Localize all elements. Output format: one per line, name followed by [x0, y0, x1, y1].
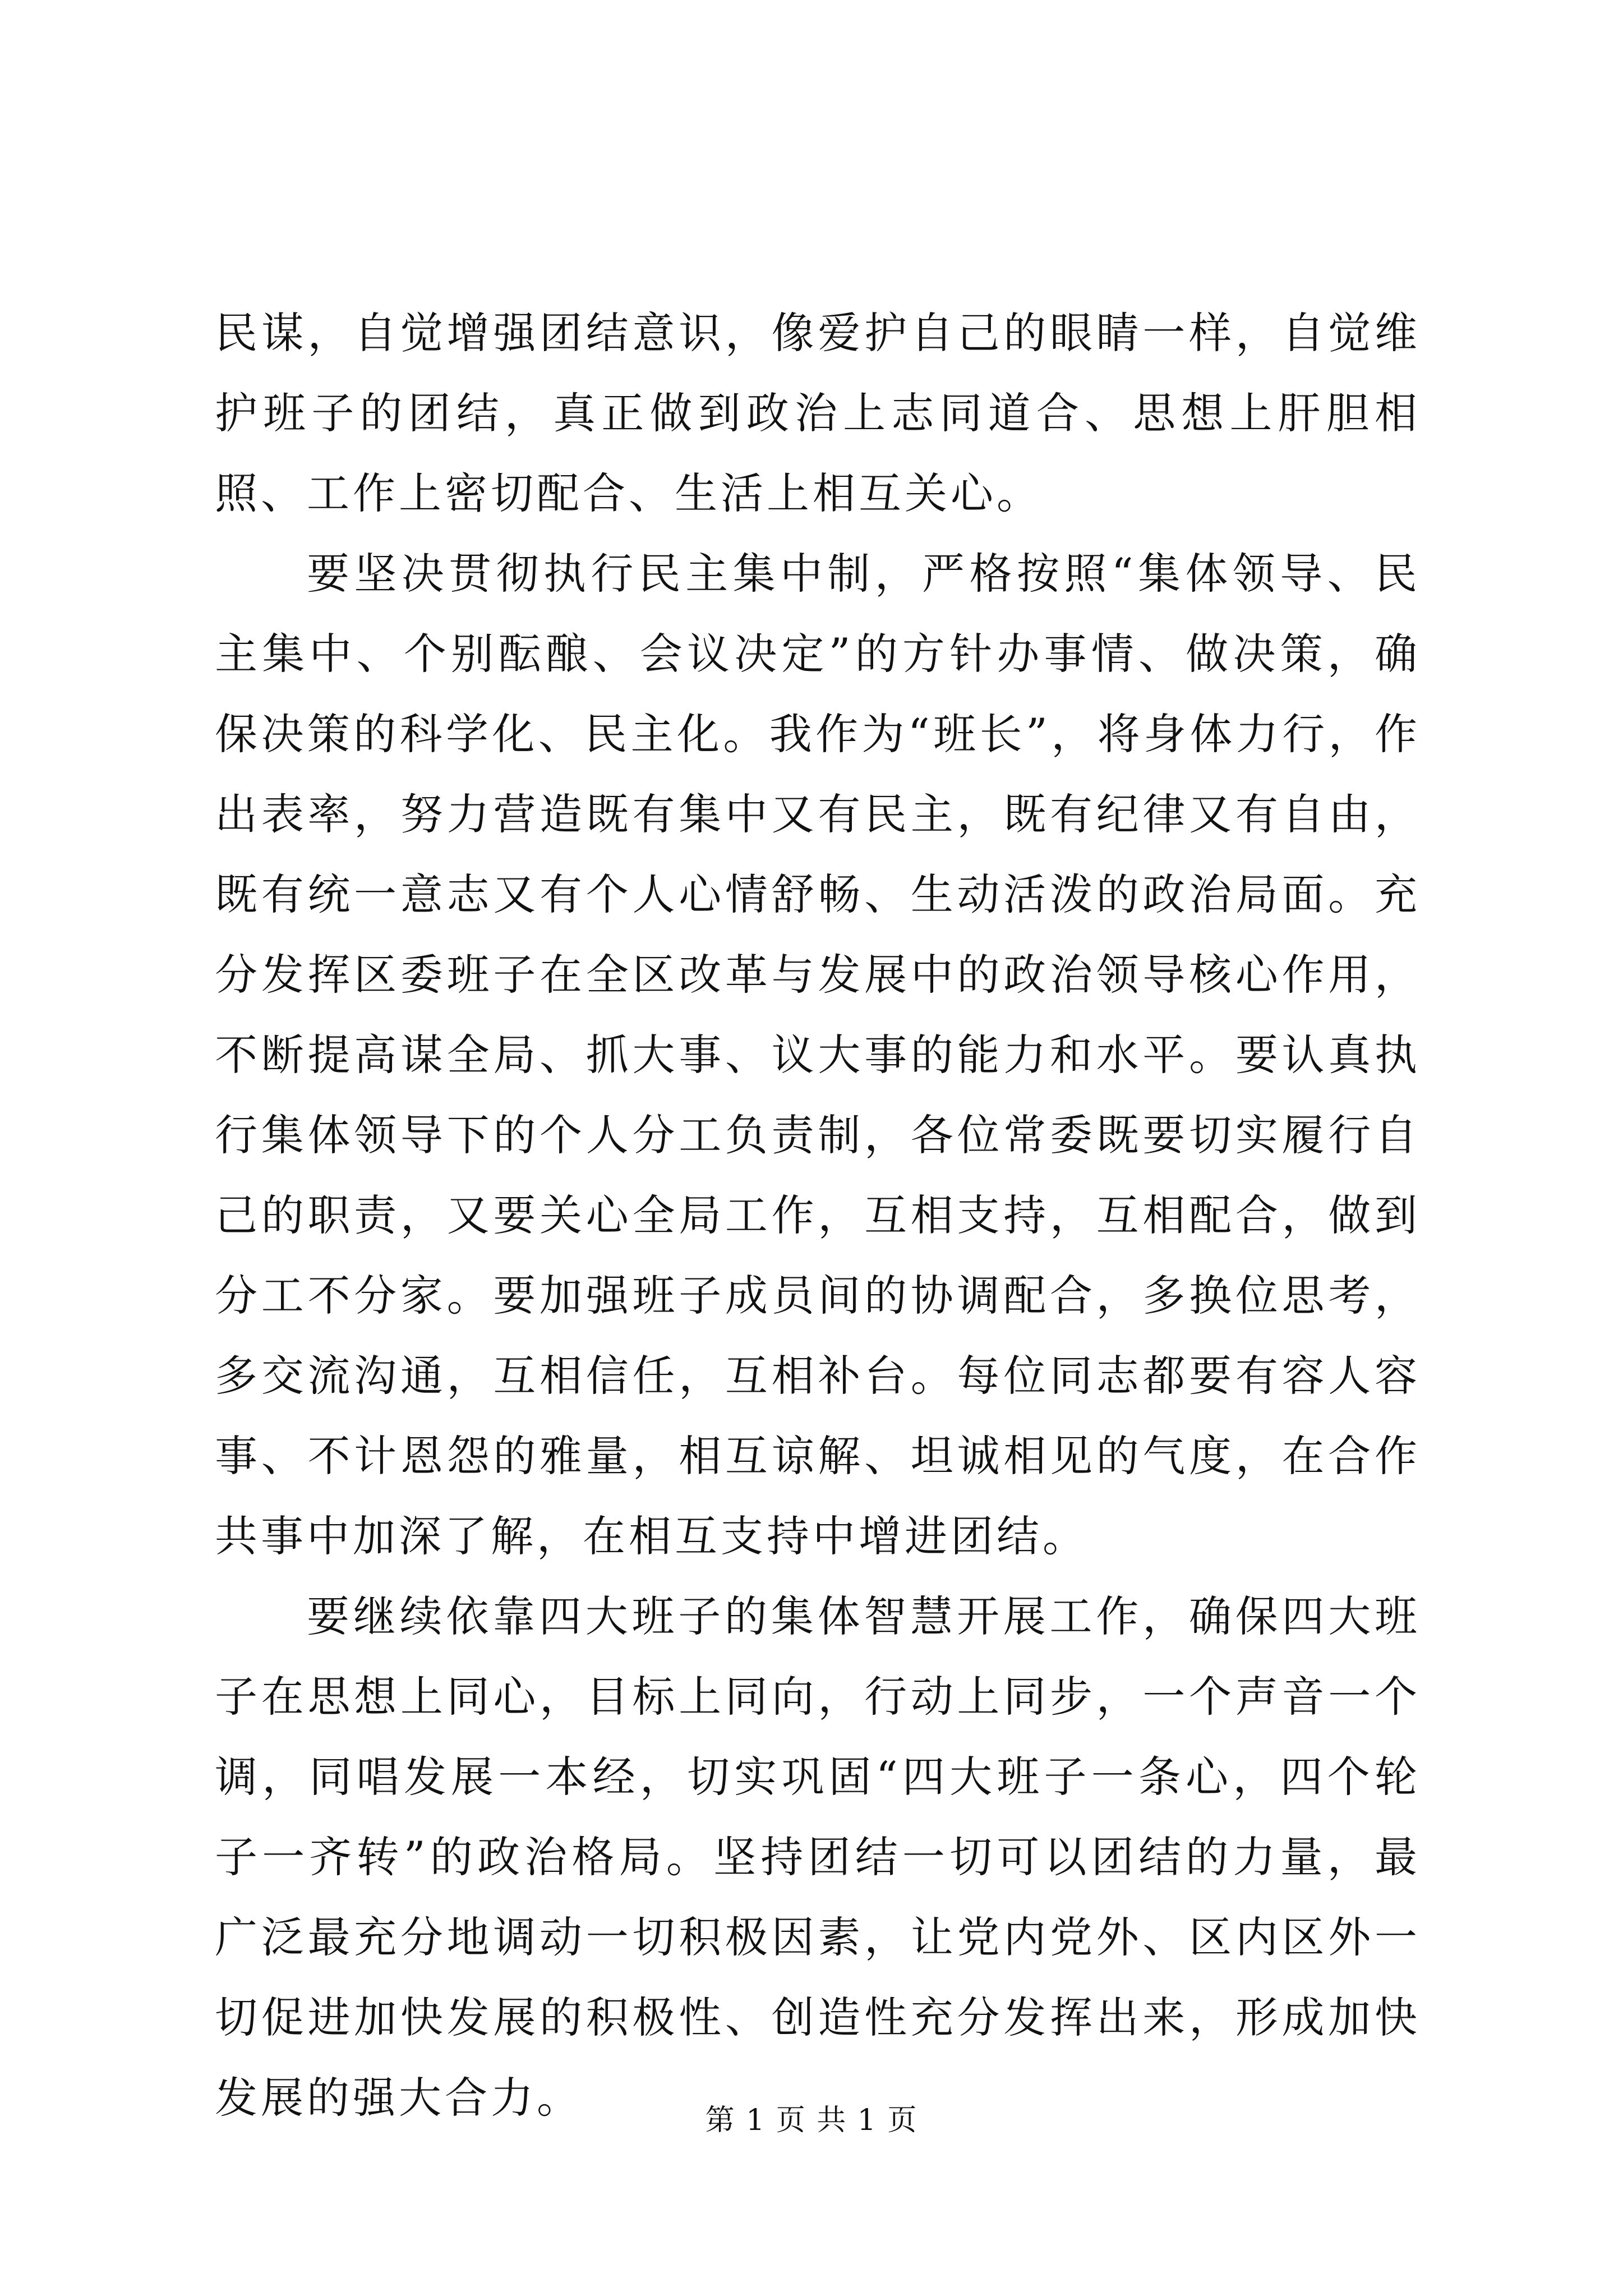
page-footer: 第 1 页 共 1 页: [705, 2104, 918, 2137]
paragraph-democratic-centralism: 要坚决贯彻执行民主集中制，严格按照“集体领导、民主集中、个别酝酿、会议决定”的方针办事情、做决策，确保决策的科学化、民主化。我作为“班长”，将身体力行，作出表率，努力营造既有集中又有民主，既有纪律又有自由，既有统一意志又有个人心情舒畅、生动活泼的政治局面。充分发挥区委班子在全区改革与发展中的政治领导核心作用，不断提高谋全局、抓大事、议大事的能力和水平。要认真执行集体领导下的个人分工负责制，各位常委既要切实履行自己的职责，又要关心全局工作，互相支持，互相配合，做到分工不分家。要加强班子成员间的协调配合，多换位思考，多交流沟通，互相信任，互相补台。每位同志都要有容人容事、不计恩怨的雅量，相互谅解、坦诚相见的气度，在合作共事中加深了解，在相互支持中增进团结。: [215, 549, 1421, 1561]
document-body: [215, 293, 1421, 2138]
paragraph-continuation: 民谋，自觉增强团结意识，像爱护自己的眼睛一样，自觉维护班子的团结，真正做到政治上志同道合、思想上肝胆相照、工作上密切配合、生活上相互关心。: [215, 308, 1421, 518]
paragraph-four-teams: 要继续依靠四大班子的集体智慧开展工作，确保四大班子在思想上同心，目标上同向，行动上同步，一个声音一个调，同唱发展一本经，切实巩固“四大班子一条心，四个轮子一齐转”的政治格局。坚持团结一切可以团结的力量，最广泛最充分地调动一切积极因素，让党内党外、区内区外一切促进加快发展的积极性、创造性充分发挥出来，形成加快发展的强大合力。: [215, 1591, 1421, 2123]
